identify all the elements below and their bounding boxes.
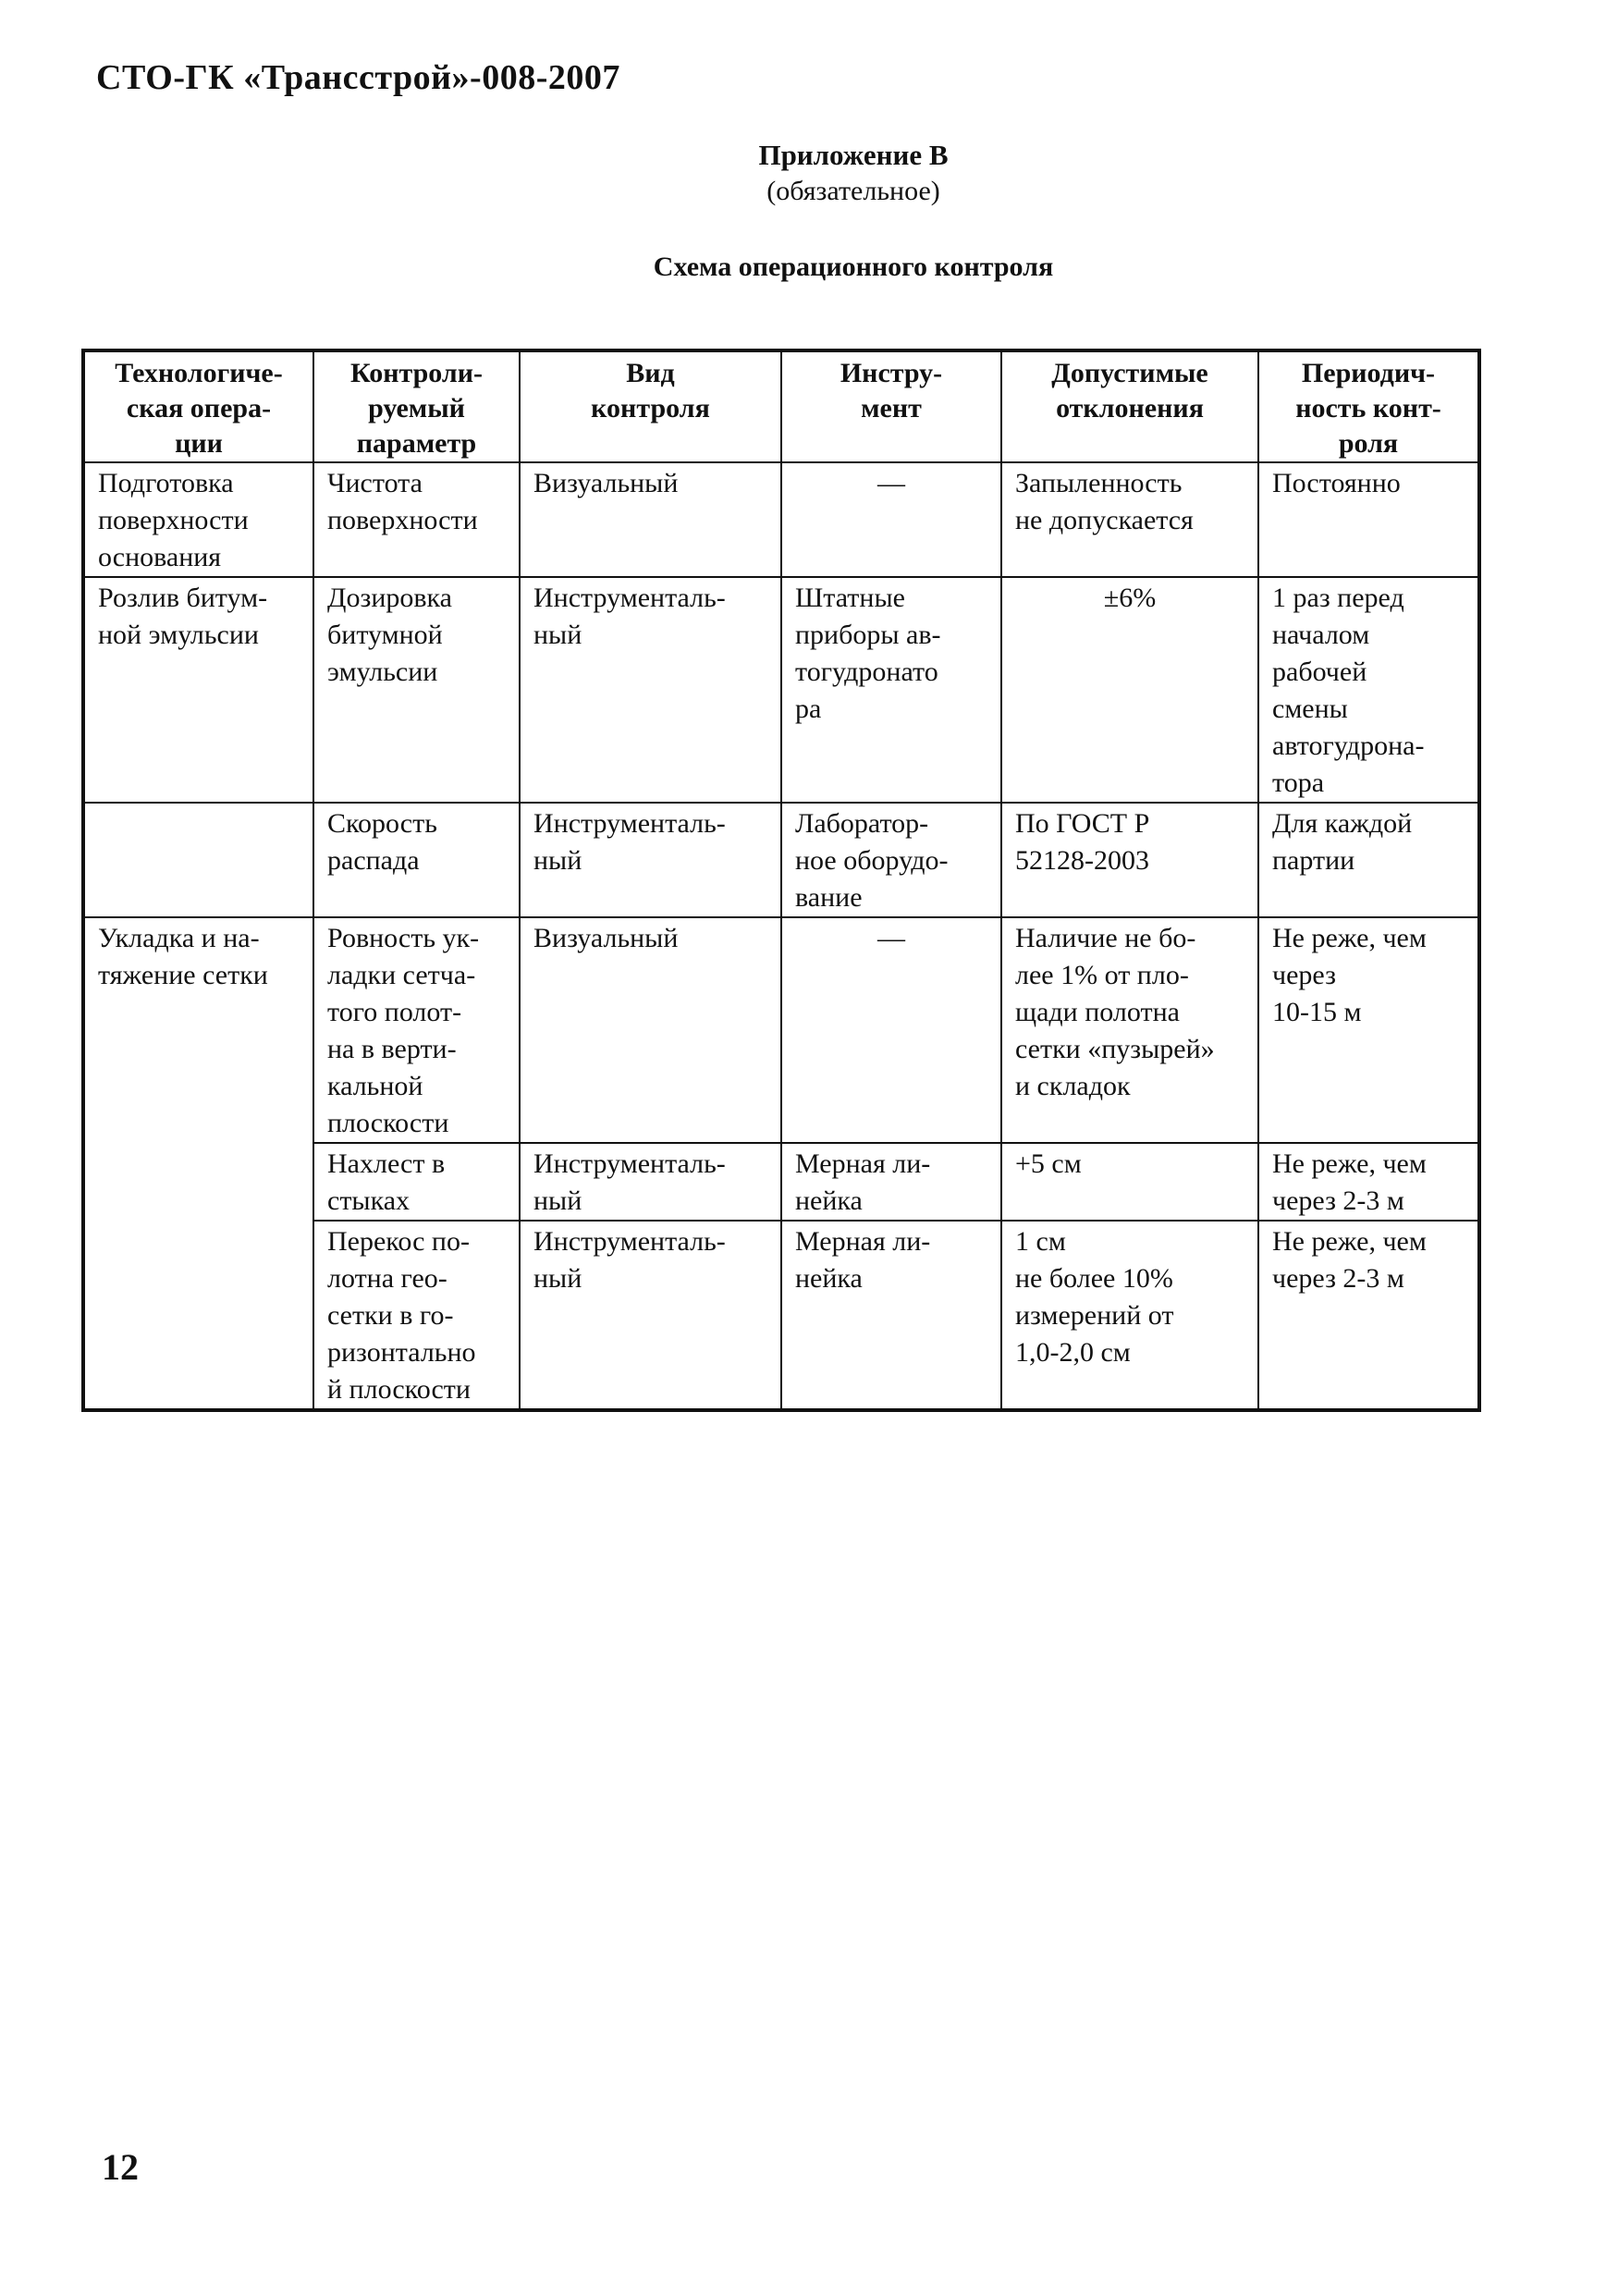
cell-tolerance: Наличие не бо- лее 1% от пло- щади полотна сетки «пузырей» и складок <box>1001 917 1258 1143</box>
operational-control-table <box>81 349 1481 1412</box>
cell-instrument: — <box>781 917 1001 1143</box>
cell-control-type: Визуальный <box>520 462 781 577</box>
cell-parameter: Дозировка битумной эмульсии <box>313 577 520 803</box>
cell-tolerance: По ГОСТ Р 52128-2003 <box>1001 803 1258 917</box>
cell-tolerance: ±6% <box>1001 577 1258 803</box>
cell-tolerance: +5 см <box>1001 1143 1258 1221</box>
cell-instrument: Мерная ли- нейка <box>781 1221 1001 1410</box>
cell-control-type: Визуальный <box>520 917 781 1143</box>
cell-frequency: Для каждой партии <box>1258 803 1479 917</box>
table-row <box>83 803 1479 917</box>
appendix-title: Приложение В <box>758 139 949 171</box>
header-control-type: Вид контроля <box>520 350 781 462</box>
cell-instrument: Мерная ли- нейка <box>781 1143 1001 1221</box>
appendix-type: (обязательное) <box>766 176 940 206</box>
cell-instrument: — <box>781 462 1001 577</box>
cell-operation: Укладка и на- тяжение сетки <box>83 917 313 1410</box>
header-parameter: Контроли- руемый параметр <box>313 350 520 462</box>
cell-control-type: Инструменталь- ный <box>520 803 781 917</box>
cell-parameter: Скорость распада <box>313 803 520 917</box>
cell-operation <box>83 803 313 917</box>
cell-frequency: Не реже, чем через 2-3 м <box>1258 1143 1479 1221</box>
document-code: СТО-ГК «Трансстрой»-008-2007 <box>96 58 620 97</box>
table-row <box>83 917 1479 1143</box>
header-frequency: Периодич- ность конт- роля <box>1258 350 1479 462</box>
cell-frequency: Не реже, чем через 2-3 м <box>1258 1221 1479 1410</box>
table-row <box>83 462 1479 577</box>
table-header-row <box>83 350 1479 462</box>
cell-instrument: Лаборатор- ное оборудо- вание <box>781 803 1001 917</box>
cell-frequency: Постоянно <box>1258 462 1479 577</box>
cell-instrument: Штатные приборы ав- тогудронато ра <box>781 577 1001 803</box>
cell-frequency: Не реже, чем через 10-15 м <box>1258 917 1479 1143</box>
cell-parameter: Перекос по- лотна гео- сетки в го- ризонтально й плоскости <box>313 1221 520 1410</box>
cell-operation: Подготовка поверхности основания <box>83 462 313 577</box>
header-operation: Технологиче- ская опера- ции <box>83 350 313 462</box>
table-row <box>83 577 1479 803</box>
header-instrument: Инстру- мент <box>781 350 1001 462</box>
cell-parameter: Нахлест в стыках <box>313 1143 520 1221</box>
scheme-title: Схема операционного контроля <box>653 252 1054 282</box>
cell-operation: Розлив битум- ной эмульсии <box>83 577 313 803</box>
cell-parameter: Чистота поверхности <box>313 462 520 577</box>
cell-tolerance: 1 см не более 10% измерений от 1,0-2,0 см <box>1001 1221 1258 1410</box>
page-number: 12 <box>102 2146 139 2188</box>
header-tolerance: Допустимые отклонения <box>1001 350 1258 462</box>
cell-tolerance: Запыленность не допускается <box>1001 462 1258 577</box>
cell-control-type: Инструменталь- ный <box>520 577 781 803</box>
cell-control-type: Инструменталь- ный <box>520 1143 781 1221</box>
cell-parameter: Ровность ук- ладки сетча- того полот- на в верти- кальной плоскости <box>313 917 520 1143</box>
cell-control-type: Инструменталь- ный <box>520 1221 781 1410</box>
cell-frequency: 1 раз перед началом рабочей смены автогудрона- тора <box>1258 577 1479 803</box>
